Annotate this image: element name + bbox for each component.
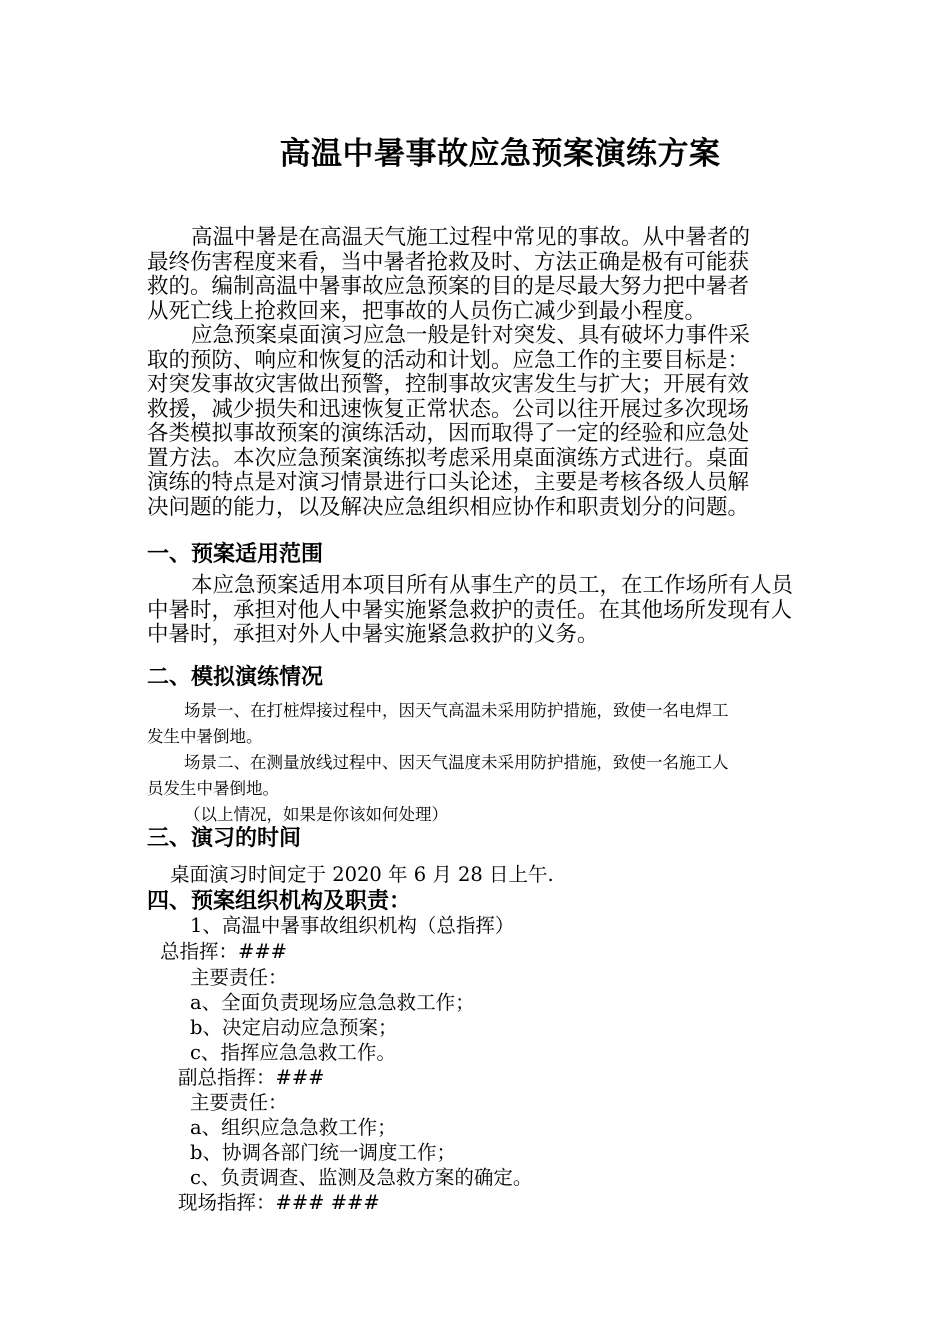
text-line: 决问题的能力，以及解决应急组织相应协作和职责划分的问题。 [147,494,750,520]
site-commander-line: 现场指挥：### ### [178,1191,380,1214]
commander-line: 总指挥：### [160,940,288,963]
section-heading-scope: 一、预案适用范围 [147,542,324,567]
duty-item: a、组织应急急救工作； [190,1116,397,1139]
duty-item: b、决定启动应急预案； [190,1016,398,1039]
org-subheading: 1、高温中暑事故组织机构（总指挥） [190,914,515,937]
text-line: 置方法。本次应急预案演练拟考虑采用桌面演练方式进行。桌面 [147,445,750,471]
deputy-commander-line: 副总指挥：### [178,1066,325,1089]
duty-label: 主要责任： [190,966,288,989]
scenario-note: （以上情况，如果是你该如何处理） [184,805,448,824]
text-line: 从死亡线上抢救回来，把事故的人员伤亡减少到最小程度。 [147,298,707,324]
duty-item: c、指挥应急急救工作。 [190,1041,396,1064]
text-line: 取的预防、响应和恢复的活动和计划。应急工作的主要目标是： [147,347,750,373]
text-line: 救的。编制高温中暑事故应急预案的目的是尽最大努力把中暑者 [147,274,750,299]
section1-paragraph [147,574,809,648]
intro-paragraph-2 [147,324,809,520]
scenario-line: 发生中暑倒地。 [147,727,263,746]
section-heading-drill-time: 三、演习的时间 [147,826,302,851]
text-line: 对突发事故灾害做出预警，控制事故灾害发生与扩大；开展有效 [147,372,750,397]
text-line: 中暑时，承担对他人中暑实施紧急救护的责任。在其他场所发现有人 [147,597,793,623]
text-line: 高温中暑是在高温天气施工过程中常见的事故。从中暑者的 [191,225,751,250]
text-line: 最终伤害程度来看，当中暑者抢救及时、方法正确是极有可能获 [147,249,750,275]
text-line: 演练的特点是对演习情景进行口头论述，主要是考核各级人员解 [147,470,750,495]
section2-scenarios [147,698,809,828]
section-heading-organization: 四、预案组织机构及职责： [147,889,412,914]
intro-paragraph-1 [147,226,809,324]
scenario-line: 场景二、在测量放线过程中、因天气温度未采用防护措施，致使一名施工人 [184,753,729,772]
document-title: 高温中暑事故应急预案演练方案 [279,136,721,172]
drill-time-text: 桌面演习时间定于 2020 年 6 月 28 日上午. [170,863,554,886]
text-line: 救援，减少损失和迅速恢复正常状态。公司以往开展过多次现场 [147,396,750,422]
duty-item: c、负责调查、监测及急救方案的确定。 [190,1166,533,1189]
duty-item: a、全面负责现场应急急救工作； [190,991,475,1014]
scenario-line: 员发生中暑倒地。 [147,779,279,798]
duty-item: b、协调各部门统一调度工作； [190,1141,456,1164]
text-line: 应急预案桌面演习应急一般是针对突发、具有破坏力事件采 [191,323,751,348]
scenario-line: 场景一、在打桩焊接过程中，因天气高温未采用防护措施，致使一名电焊工 [184,701,729,720]
text-line: 各类模拟事故预案的演练活动，因而取得了一定的经验和应急处 [147,421,750,446]
text-line: 本应急预案适用本项目所有从事生产的员工，在工作场所有人员 [191,573,794,598]
section-heading-drill-scenarios: 二、模拟演练情况 [147,665,324,690]
text-line: 中暑时，承担对外人中暑实施紧急救护的义务。 [147,622,599,647]
duty-label: 主要责任： [190,1091,288,1114]
